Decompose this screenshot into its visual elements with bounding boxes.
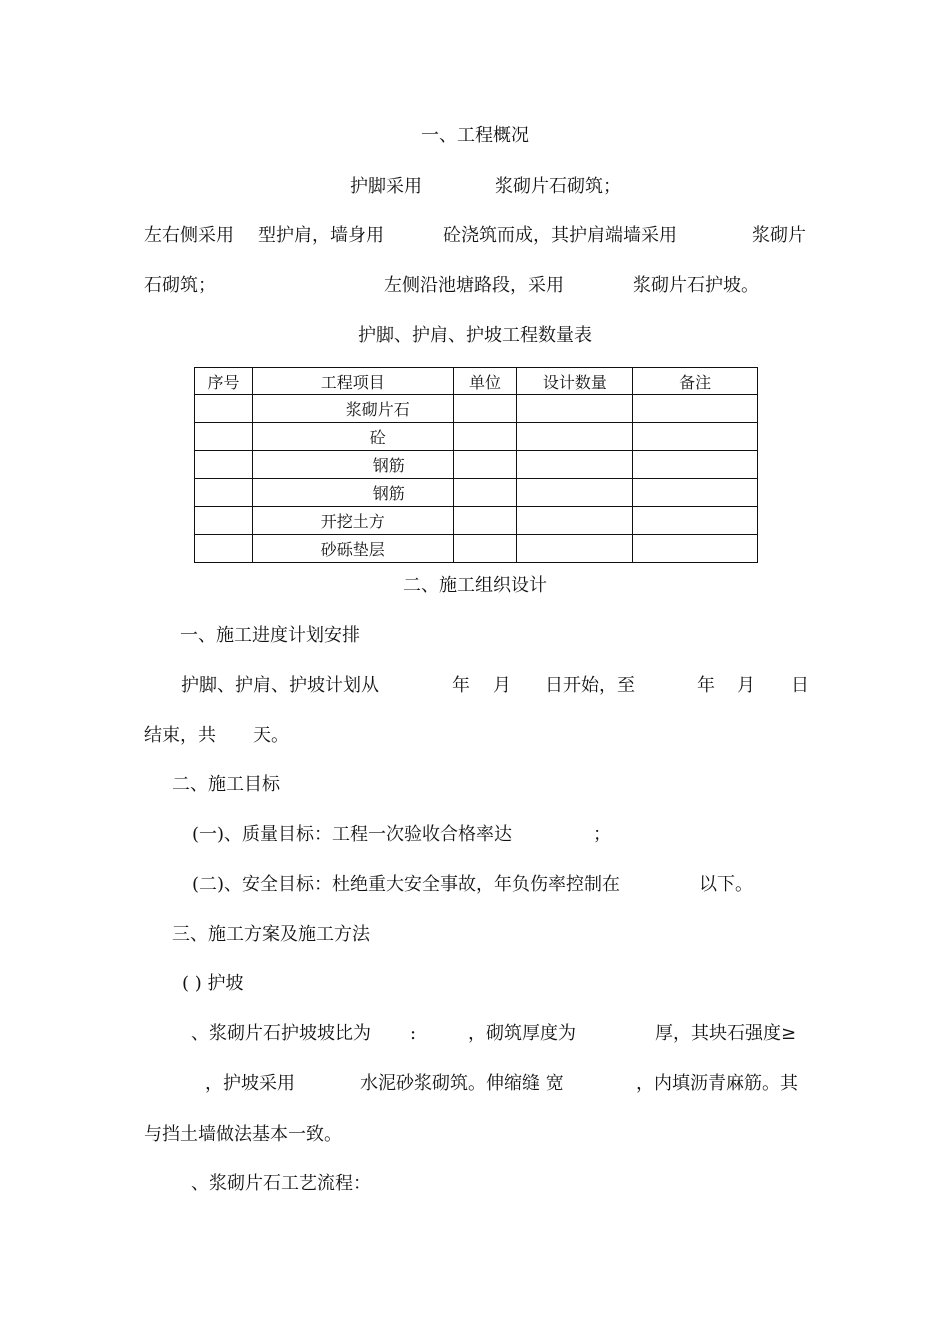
text-segment: 护脚、护肩、护坡计划从 (181, 675, 379, 696)
text-segment: 浆砌片石砌筑； (495, 176, 621, 197)
column-header: 工程项目 (252, 368, 453, 395)
text-segment: 型护肩，墙身用 (258, 225, 384, 246)
table-cell (517, 451, 633, 479)
text-segment: 月 (737, 675, 755, 696)
text-segment: 以下。 (699, 874, 753, 895)
text-segment: 水泥砂浆砌筑。伸缩缝 宽 (360, 1073, 564, 1094)
column-header: 序号 (195, 368, 253, 395)
text-segment: 年 (452, 675, 470, 696)
table-cell (453, 507, 517, 535)
table-cell (453, 395, 517, 423)
text-segment: 日 (791, 675, 809, 696)
subsection-heading: 三、施工方案及施工方法 (172, 924, 370, 945)
table-cell (633, 479, 758, 507)
text-segment: 石砌筑； (144, 275, 216, 296)
text-segment: (二)、安全目标：杜绝重大安全事故，年负伤率控制在 (192, 874, 621, 895)
table-cell (453, 479, 517, 507)
table-title: 护脚、护肩、护坡工程数量表 (358, 325, 592, 346)
table-header-row (195, 368, 758, 395)
column-header: 备注 (633, 368, 758, 395)
table-row (195, 423, 758, 451)
table-cell (195, 507, 253, 535)
table-cell (195, 423, 253, 451)
text-segment: 砼浇筑而成，其护肩端墙采用 (443, 225, 677, 246)
table-cell (453, 535, 517, 563)
text-segment: 月 (493, 675, 511, 696)
table-cell (453, 451, 517, 479)
table-cell (517, 479, 633, 507)
text-segment: ，内填沥青麻筋。其 (636, 1073, 798, 1094)
column-header: 设计数量 (517, 368, 633, 395)
sub-item-heading: ( ) 护坡 (182, 973, 244, 994)
table-cell (633, 395, 758, 423)
table-cell (633, 451, 758, 479)
table-cell (517, 535, 633, 563)
table-cell (195, 535, 253, 563)
subsection-heading: 二、施工目标 (172, 774, 280, 795)
table-cell (517, 507, 633, 535)
table-row (195, 535, 758, 563)
paragraph-method-end: 与挡土墙做法基本一致。 (144, 1124, 342, 1145)
quantity-table (194, 367, 758, 563)
table-cell (453, 423, 517, 451)
text-segment: 浆砌片 (752, 225, 806, 246)
column-header: 单位 (453, 368, 517, 395)
text-segment: 厚，其块石强度≥ (655, 1023, 797, 1044)
table-cell: 砼 (252, 423, 453, 451)
text-segment: 浆砌片石护坡。 (633, 275, 759, 296)
text-segment: : (410, 1023, 417, 1044)
text-segment: (一)、质量目标：工程一次验收合格率达 (192, 824, 513, 845)
text-segment: 天。 (253, 725, 289, 746)
table-cell: 开挖土方 (252, 507, 453, 535)
subsection-heading: 一、施工进度计划安排 (180, 625, 360, 646)
table-cell (633, 507, 758, 535)
table-cell: 钢筋 (252, 479, 453, 507)
text-segment: ，砌筑厚度为 (468, 1023, 576, 1044)
text-segment: 日开始，至 (545, 675, 635, 696)
table-cell: 浆砌片石 (252, 395, 453, 423)
table-cell: 钢筋 (252, 451, 453, 479)
table-cell (517, 395, 633, 423)
text-segment: 结束，共 (144, 725, 216, 746)
text-segment: 年 (697, 675, 715, 696)
table-row (195, 507, 758, 535)
table-cell (195, 479, 253, 507)
table-cell (195, 395, 253, 423)
table-cell (517, 423, 633, 451)
text-segment: ，护坡采用 (205, 1073, 295, 1094)
section-title-construction: 二、施工组织设计 (403, 575, 547, 596)
text-segment: 左侧沿池塘路段，采用 (384, 275, 564, 296)
table-cell (633, 535, 758, 563)
text-segment: 护脚采用 (350, 176, 422, 197)
paragraph-process: 、浆砌片石工艺流程： (191, 1173, 371, 1194)
table-row (195, 479, 758, 507)
table-row (195, 395, 758, 423)
text-segment: ； (593, 824, 611, 845)
text-segment: 、浆砌片石护坡坡比为 (191, 1023, 371, 1044)
table-cell: 砂砾垫层 (252, 535, 453, 563)
text-segment: 左右侧采用 (144, 225, 234, 246)
table-cell (633, 423, 758, 451)
section-title-overview: 一、工程概况 (421, 125, 529, 146)
table-row (195, 451, 758, 479)
table-cell (195, 451, 253, 479)
